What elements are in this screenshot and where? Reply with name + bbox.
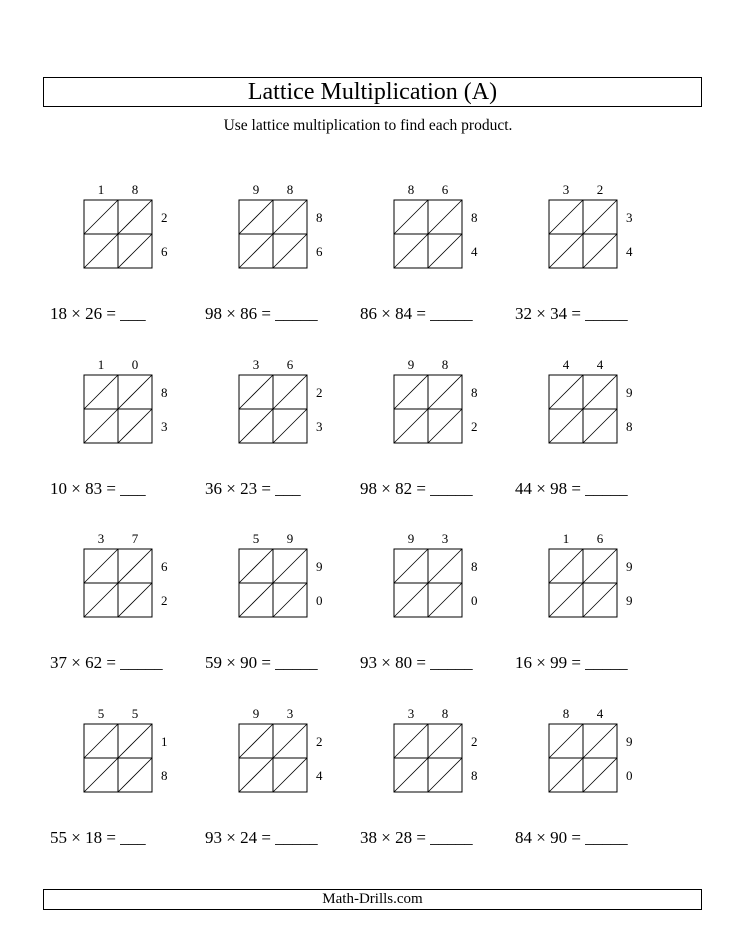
side-digit: 3 [316, 419, 323, 434]
lattice-grid [515, 180, 655, 275]
side-digit: 8 [161, 768, 168, 783]
lattice-diagonal [583, 583, 617, 617]
side-digit: 4 [471, 244, 478, 259]
side-digit: 9 [626, 385, 633, 400]
lattice-diagonal [549, 200, 583, 234]
top-digit: 9 [252, 706, 260, 721]
lattice-diagonal [428, 583, 462, 617]
lattice-diagonal [84, 549, 118, 583]
lattice-diagonal [84, 583, 118, 617]
equation: 10 × 83 = ___ [50, 479, 146, 498]
lattice-grid [515, 355, 655, 450]
lattice-diagonal [118, 200, 152, 234]
lattice-diagonal [394, 200, 428, 234]
lattice-diagonal [118, 234, 152, 268]
problem [50, 704, 230, 874]
lattice-diagonal [428, 724, 462, 758]
lattice-diagonal [394, 724, 428, 758]
side-digit: 4 [316, 768, 323, 783]
problem [360, 704, 540, 874]
lattice-grid [360, 180, 500, 275]
lattice-grid [360, 355, 500, 450]
equation: 93 × 80 = _____ [360, 653, 473, 672]
equation: 59 × 90 = _____ [205, 653, 318, 672]
top-digit: 8 [562, 706, 570, 721]
top-digit: 8 [407, 182, 415, 197]
lattice-diagonal [273, 200, 307, 234]
lattice-diagonal [549, 375, 583, 409]
lattice-diagonal [273, 724, 307, 758]
top-digit: 5 [131, 706, 139, 721]
top-digit: 9 [407, 357, 415, 372]
top-digit: 5 [252, 531, 260, 546]
top-digit: 1 [97, 182, 105, 197]
lattice-diagonal [84, 234, 118, 268]
lattice-diagonal [239, 409, 273, 443]
equation: 55 × 18 = ___ [50, 828, 146, 847]
instructions: Use lattice multiplication to find each product. [223, 117, 513, 134]
side-digit: 2 [161, 593, 168, 608]
lattice-diagonal [118, 724, 152, 758]
lattice-diagonal [394, 375, 428, 409]
problem [360, 180, 540, 350]
problem [515, 704, 695, 874]
lattice-diagonal [273, 409, 307, 443]
lattice-grid [360, 529, 500, 624]
equation: 36 × 23 = ___ [205, 479, 301, 498]
lattice-diagonal [239, 583, 273, 617]
problem [205, 704, 385, 874]
lattice-grid [515, 529, 655, 624]
equation: 84 × 90 = _____ [515, 828, 628, 847]
side-digit: 8 [471, 559, 478, 574]
side-digit: 0 [626, 768, 633, 783]
lattice-diagonal [583, 234, 617, 268]
lattice-diagonal [583, 200, 617, 234]
lattice-diagonal [394, 409, 428, 443]
problem [205, 355, 385, 525]
side-digit: 8 [316, 210, 323, 225]
side-digit: 1 [161, 734, 168, 749]
lattice-diagonal [118, 375, 152, 409]
lattice-diagonal [583, 409, 617, 443]
problem [205, 180, 385, 350]
top-digit: 1 [97, 357, 105, 372]
side-digit: 0 [471, 593, 478, 608]
top-digit: 4 [562, 357, 570, 372]
lattice-grid [205, 529, 345, 624]
top-digit: 4 [596, 357, 604, 372]
footer: Math-Drills.com [43, 889, 702, 910]
lattice-diagonal [118, 583, 152, 617]
equation: 37 × 62 = _____ [50, 653, 163, 672]
top-digit: 7 [131, 531, 139, 546]
top-digit: 8 [286, 182, 294, 197]
lattice-diagonal [118, 758, 152, 792]
lattice-diagonal [428, 234, 462, 268]
equation: 38 × 28 = _____ [360, 828, 473, 847]
page-title: Lattice Multiplication (A) [43, 77, 702, 107]
lattice-diagonal [118, 549, 152, 583]
side-digit: 0 [316, 593, 323, 608]
lattice-diagonal [273, 758, 307, 792]
side-digit: 6 [161, 559, 168, 574]
top-digit: 3 [252, 357, 260, 372]
side-digit: 2 [161, 210, 168, 225]
side-digit: 2 [316, 385, 323, 400]
lattice-diagonal [273, 375, 307, 409]
lattice-diagonal [84, 375, 118, 409]
top-digit: 3 [562, 182, 570, 197]
lattice-diagonal [428, 409, 462, 443]
side-digit: 9 [626, 593, 633, 608]
equation: 18 × 26 = ___ [50, 304, 146, 323]
lattice-diagonal [84, 758, 118, 792]
top-digit: 8 [441, 357, 449, 372]
lattice-diagonal [583, 375, 617, 409]
problem [360, 529, 540, 699]
lattice-diagonal [239, 549, 273, 583]
side-digit: 3 [161, 419, 168, 434]
lattice-diagonal [549, 409, 583, 443]
side-digit: 8 [161, 385, 168, 400]
lattice-grid [205, 704, 345, 799]
problem [515, 180, 695, 350]
lattice-diagonal [428, 375, 462, 409]
side-digit: 9 [626, 734, 633, 749]
problem [50, 529, 230, 699]
equation: 44 × 98 = _____ [515, 479, 628, 498]
lattice-diagonal [394, 758, 428, 792]
lattice-diagonal [583, 758, 617, 792]
top-digit: 3 [441, 531, 449, 546]
equation: 98 × 86 = _____ [205, 304, 318, 323]
top-digit: 9 [407, 531, 415, 546]
top-digit: 8 [441, 706, 449, 721]
side-digit: 6 [161, 244, 168, 259]
top-digit: 3 [407, 706, 415, 721]
side-digit: 8 [471, 768, 478, 783]
side-digit: 9 [626, 559, 633, 574]
problem [515, 529, 695, 699]
top-digit: 3 [97, 531, 105, 546]
lattice-diagonal [549, 724, 583, 758]
lattice-diagonal [239, 200, 273, 234]
lattice-diagonal [239, 724, 273, 758]
lattice-diagonal [273, 234, 307, 268]
side-digit: 2 [316, 734, 323, 749]
equation: 16 × 99 = _____ [515, 653, 628, 672]
top-digit: 5 [97, 706, 105, 721]
problem [360, 355, 540, 525]
equation: 86 × 84 = _____ [360, 304, 473, 323]
side-digit: 9 [316, 559, 323, 574]
lattice-grid [50, 529, 190, 624]
lattice-diagonal [428, 758, 462, 792]
equation: 32 × 34 = _____ [515, 304, 628, 323]
lattice-diagonal [583, 549, 617, 583]
top-digit: 2 [596, 182, 604, 197]
lattice-diagonal [239, 234, 273, 268]
top-digit: 9 [252, 182, 260, 197]
lattice-diagonal [239, 375, 273, 409]
equation: 98 × 82 = _____ [360, 479, 473, 498]
problem [50, 355, 230, 525]
side-digit: 8 [471, 385, 478, 400]
equation: 93 × 24 = _____ [205, 828, 318, 847]
lattice-diagonal [549, 234, 583, 268]
lattice-diagonal [273, 549, 307, 583]
side-digit: 4 [626, 244, 633, 259]
problem [205, 529, 385, 699]
top-digit: 8 [131, 182, 139, 197]
lattice-grid [205, 355, 345, 450]
lattice-diagonal [428, 200, 462, 234]
lattice-diagonal [549, 583, 583, 617]
lattice-diagonal [428, 549, 462, 583]
top-digit: 6 [441, 182, 449, 197]
top-digit: 1 [562, 531, 570, 546]
top-digit: 4 [596, 706, 604, 721]
top-digit: 6 [596, 531, 604, 546]
lattice-grid [50, 180, 190, 275]
lattice-diagonal [583, 724, 617, 758]
top-digit: 9 [286, 531, 294, 546]
lattice-diagonal [394, 549, 428, 583]
lattice-diagonal [273, 583, 307, 617]
lattice-grid [50, 704, 190, 799]
lattice-diagonal [84, 724, 118, 758]
problem [50, 180, 230, 350]
lattice-grid [50, 355, 190, 450]
lattice-diagonal [118, 409, 152, 443]
lattice-diagonal [549, 549, 583, 583]
lattice-grid [515, 704, 655, 799]
lattice-diagonal [239, 758, 273, 792]
side-digit: 2 [471, 419, 478, 434]
lattice-grid [360, 704, 500, 799]
lattice-diagonal [394, 583, 428, 617]
side-digit: 8 [471, 210, 478, 225]
top-digit: 0 [131, 357, 139, 372]
top-digit: 3 [286, 706, 294, 721]
side-digit: 8 [626, 419, 633, 434]
lattice-diagonal [394, 234, 428, 268]
side-digit: 2 [471, 734, 478, 749]
lattice-diagonal [84, 200, 118, 234]
side-digit: 6 [316, 244, 323, 259]
lattice-diagonal [549, 758, 583, 792]
lattice-grid [205, 180, 345, 275]
top-digit: 6 [286, 357, 294, 372]
side-digit: 3 [626, 210, 633, 225]
problem [515, 355, 695, 525]
lattice-diagonal [84, 409, 118, 443]
